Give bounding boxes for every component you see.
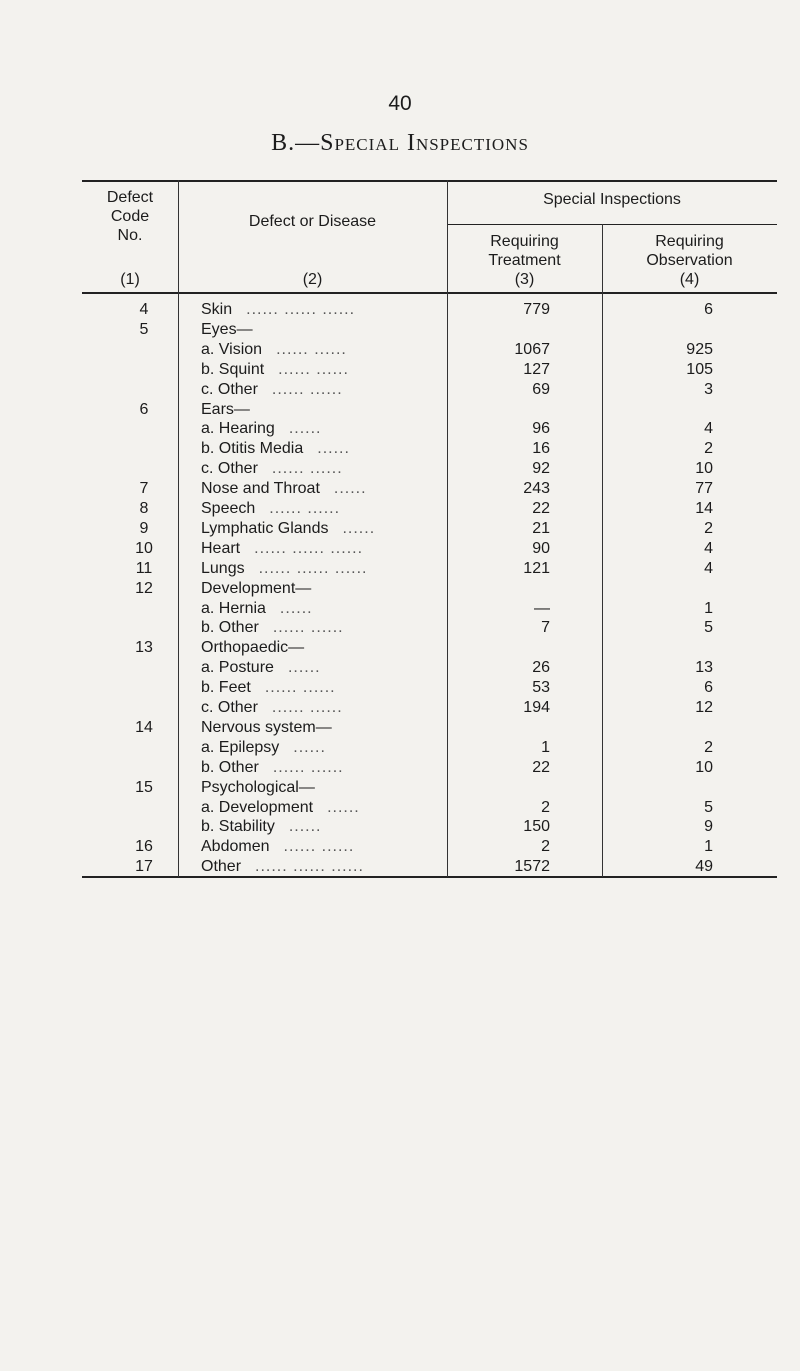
defect-label-text: Psychological— [201,778,315,796]
observation-count: 1 [704,838,713,856]
treatment-count: 53 [532,679,550,697]
leader-dots: ...... [293,738,326,756]
leader-dots: ...... ...... [271,460,343,478]
defect-label-text: c. Other [201,460,258,478]
leader-dots: ...... [287,659,321,677]
defect-label [201,857,364,876]
defect-label-text: Nervous system— [201,718,332,736]
defect-label [201,320,267,339]
observation-count: 12 [695,699,713,716]
observation-count: 77 [695,480,713,498]
observation-count: 2 [704,738,713,756]
observation-count: 5 [704,619,713,637]
leader-dots: ...... ...... [272,619,344,637]
defect-label-text: Abdomen [201,838,270,856]
header-code-number: (1) [120,271,140,288]
defect-label [201,380,343,399]
observation-count: 925 [686,340,713,358]
defect-label-text: b. Other [201,619,259,637]
defect-code: 15 [135,778,153,796]
defect-label-text: Development— [201,579,312,597]
observation-count: 1 [704,599,713,617]
observation-count: 2 [704,440,713,458]
defect-label-text: c. Other [201,699,258,716]
leader-dots: ...... ...... [264,679,336,697]
leader-dots: ...... ...... ...... [255,858,364,876]
observation-count: 13 [695,659,713,677]
defect-label-text: a. Hernia [201,599,266,617]
treatment-count: 90 [532,539,550,557]
treatment-count: 16 [532,440,550,458]
defect-label [201,539,363,558]
defect-code: 16 [135,838,153,856]
treatment-count: 22 [532,758,550,776]
observation-count: 5 [704,798,713,816]
treatment-count: 2 [541,798,550,816]
defect-label-text: Nose and Throat [201,480,320,498]
treatment-count: 1 [541,738,550,756]
table-bottom-rule [82,876,777,878]
leader-dots: ...... ...... [283,838,355,856]
defect-label-text: Orthopaedic— [201,639,305,657]
defect-label [201,758,344,777]
leader-dots: ...... [288,420,322,438]
defect-label [201,400,264,419]
treatment-count: 150 [523,818,550,836]
defect-label-text: Ears— [201,400,250,418]
observation-count: 6 [704,301,713,318]
leader-dots: ...... ...... ...... [246,301,356,318]
defect-label-text: b. Squint [201,360,265,378]
leader-dots: ...... [279,599,313,617]
defect-code: 4 [139,301,149,318]
defect-label-text: Lungs [201,559,245,577]
defect-label [201,559,368,578]
defect-label [201,340,347,359]
defect-label [201,698,343,717]
defect-label [201,837,354,856]
table-top-rule [82,180,777,182]
leader-dots: ...... [317,440,350,458]
defect-label-text: Speech [201,500,256,517]
defect-label [201,798,360,817]
treatment-count: 92 [532,460,550,478]
header-code: Defect Code No. [106,189,154,244]
defect-label [201,718,346,737]
defect-label-text: b. Otitis Media [201,440,304,458]
defect-label [201,778,329,797]
treatment-count: 96 [532,420,550,438]
defect-label-text: Skin [201,301,233,318]
defect-label-text: a. Posture [201,659,274,677]
defect-label [201,300,355,319]
special-inspections-table [82,180,777,880]
defect-label-text: a. Epilepsy [201,738,280,756]
observation-count: 2 [704,519,713,537]
treatment-count: 26 [532,659,550,677]
defect-label-text: a. Vision [201,340,263,358]
treatment-count: 1572 [514,858,550,876]
treatment-count: 22 [532,500,550,517]
leader-dots: ...... [333,480,367,498]
observation-count: 105 [686,360,713,378]
observation-count: 9 [704,818,713,836]
leader-dots: ...... ...... [269,500,341,517]
defect-label [201,459,343,478]
leader-dots: ...... ...... [272,758,344,776]
treatment-count: 21 [532,519,550,537]
defect-label-text: b. Other [201,758,259,776]
observation-count: 4 [704,420,713,438]
leader-dots: ...... [327,798,360,816]
observation-count: 4 [704,559,713,577]
treatment-count: — [534,599,550,617]
page-number: 40 [388,92,412,115]
defect-code: 9 [139,519,149,537]
observation-count: 49 [695,858,713,876]
defect-code: 6 [139,400,149,418]
defect-label [201,638,318,657]
defect-label [201,579,325,598]
treatment-count: 779 [523,301,550,318]
leader-dots: ...... ...... [276,340,347,358]
leader-dots: ...... [288,818,322,836]
defect-label [201,499,340,518]
header-defect: Defect or Disease [248,213,377,230]
header-requiring-observation: Requiring Observation (4) [646,233,733,288]
defect-code: 13 [135,639,153,657]
defect-label-text: b. Feet [201,679,251,697]
observation-count: 10 [695,460,713,478]
header-defect-number: (2) [302,271,323,288]
defect-label [201,618,344,637]
observation-count: 3 [704,380,713,398]
defect-label-text: c. Other [201,380,258,398]
leader-dots: ...... ...... ...... [254,539,364,557]
defect-label [201,599,313,618]
defect-label-text: a. Development [201,798,314,816]
observation-count: 14 [695,500,713,517]
defect-label [201,678,336,697]
defect-label [201,479,367,498]
defect-code: 5 [139,320,149,338]
defect-label-text: Heart [201,539,241,557]
treatment-count: 127 [523,360,550,378]
defect-code: 8 [139,500,149,517]
defect-label-text: Eyes— [201,320,253,338]
header-requiring-treatment: Requiring Treatment (3) [488,233,561,288]
leader-dots: ...... ...... ...... [258,559,368,577]
defect-label [201,360,349,379]
treatment-count: 7 [541,619,550,637]
observation-count: 6 [704,679,713,697]
defect-label [201,738,326,757]
defect-code: 17 [135,858,153,876]
treatment-count: 1067 [514,340,550,358]
treatment-count: 194 [523,699,550,716]
leader-dots: ...... ...... [278,360,349,378]
defect-label [201,658,321,677]
defect-code: 7 [139,480,149,498]
special-inspections-rule [447,224,777,225]
defect-label-text: b. Stability [201,818,275,836]
leader-dots: ...... ...... [271,380,343,398]
treatment-count: 121 [523,559,550,577]
leader-dots: ...... ...... [271,699,343,716]
defect-code: 10 [135,539,153,557]
defect-label [201,439,350,458]
leader-dots: ...... [342,519,376,537]
treatment-count: 69 [532,380,550,398]
header-special-inspections: Special Inspections [543,191,681,208]
defect-label-text: Other [201,858,242,876]
defect-label [201,519,375,538]
treatment-count: 2 [541,838,550,856]
page-title: B.—Special Inspections [271,130,529,156]
treatment-count: 243 [523,480,550,498]
defect-code: 11 [135,559,153,577]
defect-code: 14 [135,718,153,736]
observation-count: 4 [704,539,713,557]
header-bottom-rule [82,292,777,294]
observation-count: 10 [695,758,713,776]
defect-label [201,419,322,438]
defect-label [201,817,321,836]
defect-label-text: a. Hearing [201,420,275,438]
defect-code: 12 [135,579,153,597]
defect-label-text: Lymphatic Glands [201,519,329,537]
